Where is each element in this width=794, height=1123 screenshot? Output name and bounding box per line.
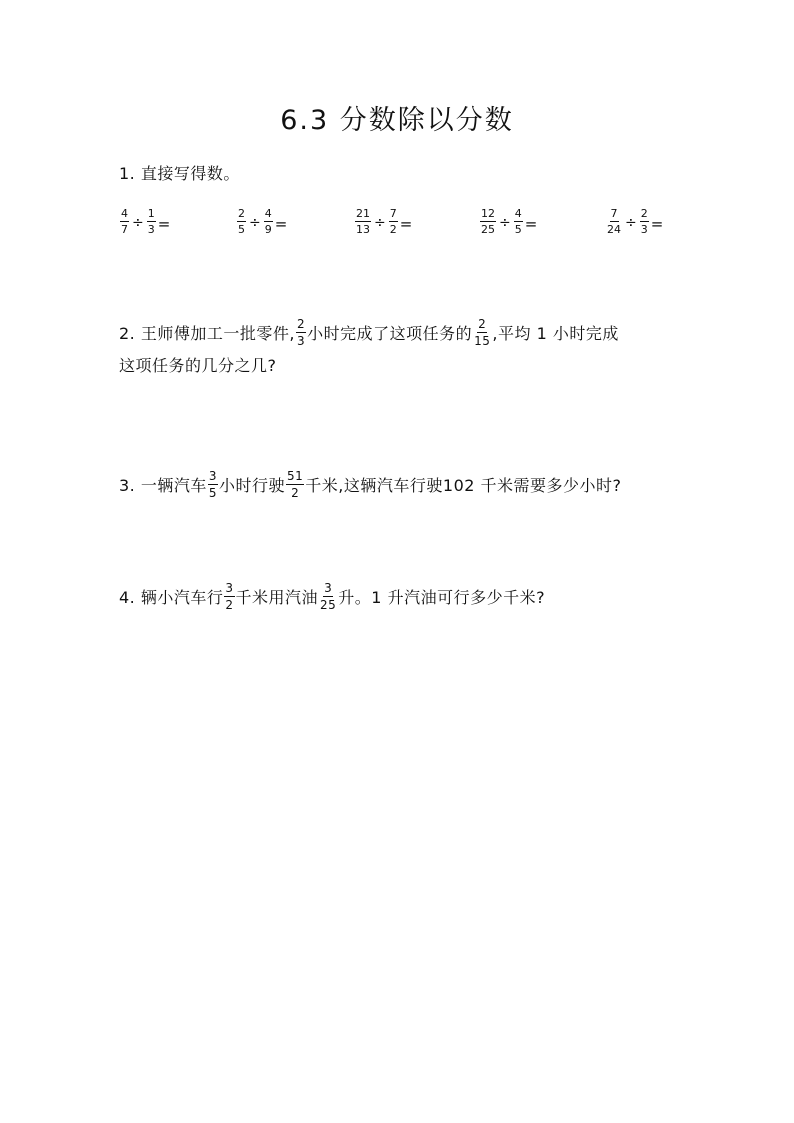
question-3-text-b: 小时行驶 bbox=[219, 476, 286, 495]
question-2-text-b: 小时完成了这项任务的 bbox=[307, 324, 473, 343]
dividend-fraction bbox=[480, 208, 496, 235]
numerator: 21 bbox=[356, 207, 370, 220]
time-fraction bbox=[296, 318, 306, 347]
denominator: 2 bbox=[389, 223, 397, 236]
divide-sign: ÷ bbox=[625, 214, 637, 231]
time-fraction bbox=[208, 470, 218, 499]
denominator: 3 bbox=[640, 223, 648, 236]
expression-5 bbox=[605, 208, 663, 235]
denominator: 13 bbox=[356, 223, 370, 236]
divide-sign: ÷ bbox=[374, 214, 386, 231]
equals-sign: = bbox=[524, 214, 538, 233]
numerator: 4 bbox=[514, 207, 522, 220]
denominator: 7 bbox=[121, 223, 128, 236]
question-4-text-b: 千米用汽油 bbox=[235, 588, 319, 607]
question-2-line-2: 这项任务的几分之几? bbox=[119, 356, 277, 375]
expression-4 bbox=[479, 208, 537, 235]
numerator: 51 bbox=[287, 469, 304, 483]
denominator: 25 bbox=[320, 598, 337, 612]
numerator: 7 bbox=[389, 207, 397, 220]
denominator: 15 bbox=[474, 334, 491, 348]
question-3-text-a: 3. 一辆汽车 bbox=[119, 476, 207, 495]
question-2-line-1 bbox=[119, 317, 619, 349]
numerator: 3 bbox=[324, 581, 333, 595]
expression-1 bbox=[119, 208, 170, 235]
equals-sign: = bbox=[157, 214, 171, 233]
numerator: 1 bbox=[147, 207, 155, 220]
divide-sign: ÷ bbox=[249, 214, 261, 231]
equals-sign: = bbox=[650, 214, 664, 233]
numerator: 2 bbox=[296, 317, 306, 331]
question-4-text-c: 升。1 升汽油可行多少千米? bbox=[338, 588, 546, 607]
denominator: 25 bbox=[481, 223, 495, 236]
numerator: 7 bbox=[610, 207, 618, 220]
divisor-fraction bbox=[264, 208, 273, 235]
task-fraction bbox=[473, 318, 491, 347]
question-4-text-a: 4. 辆小汽车行 bbox=[119, 588, 224, 607]
numerator: 12 bbox=[481, 207, 495, 220]
divisor-fraction bbox=[514, 208, 523, 235]
numerator: 4 bbox=[264, 207, 272, 220]
equals-sign: = bbox=[399, 214, 413, 233]
expression-3 bbox=[354, 208, 412, 235]
equals-sign: = bbox=[274, 214, 288, 233]
denominator: 9 bbox=[264, 223, 272, 236]
numerator: 2 bbox=[640, 207, 648, 220]
divisor-fraction bbox=[640, 208, 649, 235]
divide-sign: ÷ bbox=[132, 214, 144, 231]
question-1-label: 1. 直接写得数。 bbox=[119, 164, 240, 183]
dividend-fraction bbox=[237, 208, 246, 235]
question-2-text-a: 2. 王师傅加工一批零件, bbox=[119, 324, 295, 343]
denominator: 3 bbox=[296, 334, 306, 348]
question-2-text-c: ,平均 1 小时完成 bbox=[492, 324, 619, 343]
numerator: 3 bbox=[225, 581, 234, 595]
denominator: 2 bbox=[225, 598, 234, 612]
distance-fraction bbox=[286, 470, 304, 499]
numerator: 2 bbox=[238, 207, 245, 220]
divisor-fraction bbox=[147, 208, 156, 235]
expression-2 bbox=[236, 208, 287, 235]
denominator: 5 bbox=[514, 223, 522, 236]
dividend-fraction bbox=[606, 208, 622, 235]
dividend-fraction bbox=[355, 208, 371, 235]
divisor-fraction bbox=[389, 208, 398, 235]
fuel-fraction bbox=[319, 582, 337, 611]
denominator: 5 bbox=[238, 223, 245, 236]
question-4 bbox=[119, 581, 546, 613]
question-3 bbox=[119, 469, 622, 501]
denominator: 2 bbox=[291, 486, 300, 500]
page-title: 6.3 分数除以分数 bbox=[280, 105, 514, 136]
numerator: 3 bbox=[208, 469, 217, 483]
dividend-fraction bbox=[120, 208, 129, 235]
numerator: 2 bbox=[478, 317, 487, 331]
question-3-text-c: 千米,这辆汽车行驶102 千米需要多少小时? bbox=[305, 476, 622, 495]
distance-fraction bbox=[224, 582, 234, 611]
denominator: 3 bbox=[147, 223, 155, 236]
divide-sign: ÷ bbox=[499, 214, 511, 231]
denominator: 24 bbox=[607, 223, 621, 236]
numerator: 4 bbox=[121, 207, 128, 220]
denominator: 5 bbox=[208, 486, 217, 500]
question-1-expressions bbox=[0, 208, 794, 248]
